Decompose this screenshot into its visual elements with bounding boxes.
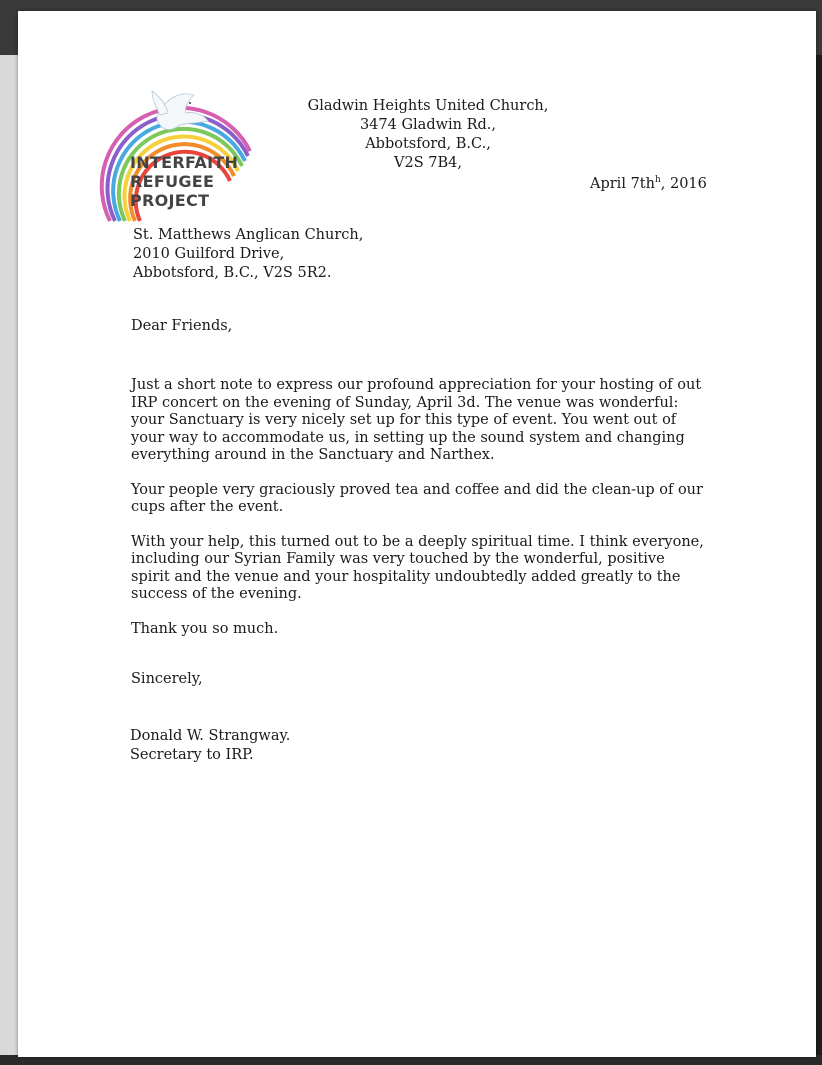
recipient-line: St. Matthews Anglican Church, [133, 227, 364, 243]
letter-body [131, 377, 706, 655]
logo-text [130, 153, 238, 210]
date-superscript: h [654, 175, 661, 185]
closing: Sincerely, [131, 671, 203, 687]
sender-address-line: Gladwin Heights United Church, [307, 98, 549, 114]
recipient-line: 2010 Guilford Drive, [133, 246, 285, 262]
letter-date [590, 175, 707, 192]
sender-address-line: V2S 7B4, [394, 155, 462, 171]
sender-address-line: 3474 Gladwin Rd., [359, 117, 497, 133]
sender-address-line: Abbotsford, B.C., [365, 136, 491, 152]
date-prefix: April 7th [590, 175, 655, 192]
recipient-line: Abbotsford, B.C., V2S 5R2. [133, 265, 332, 281]
logo-line-project: PROJECT [130, 191, 210, 210]
body-paragraph: Thank you so much. [131, 620, 279, 637]
date-suffix: , 2016 [660, 175, 707, 192]
body-paragraph: With your help, this turned out to be a deeply spiritual time. I think everyone, including our Syrian Family was very touched by the wonderful, positive spirit and the venue and your hospitality undoubtedly added greatly to the success of the evening. [131, 533, 704, 602]
letter-page [18, 11, 816, 1057]
background-left-strip [0, 55, 18, 1055]
signer-title: Secretary to IRP. [130, 747, 254, 763]
body-paragraph: Your people very graciously proved tea and coffee and did the clean-up of our cups after the event. [131, 481, 703, 515]
recipient-address [133, 226, 363, 283]
irp-logo [90, 81, 260, 226]
logo-line-interfaith: INTERFAITH [130, 153, 239, 172]
logo-line-refugee: REFUGEE [130, 172, 215, 191]
body-paragraph: Just a short note to express our profound appreciation for your hosting of out IRP concert on the evening of Sunday, April 3d. The venue was wonderful: your Sanctuary is very nicely set up for this type of event. You went out of your way to accommodate us, in setting up the sound system and changing everything around in the Sanctuary and Narthex. [131, 377, 702, 463]
signature-block [130, 727, 290, 765]
salutation: Dear Friends, [131, 318, 233, 334]
sender-address [298, 97, 558, 173]
signer-name: Donald W. Strangway. [130, 728, 291, 744]
